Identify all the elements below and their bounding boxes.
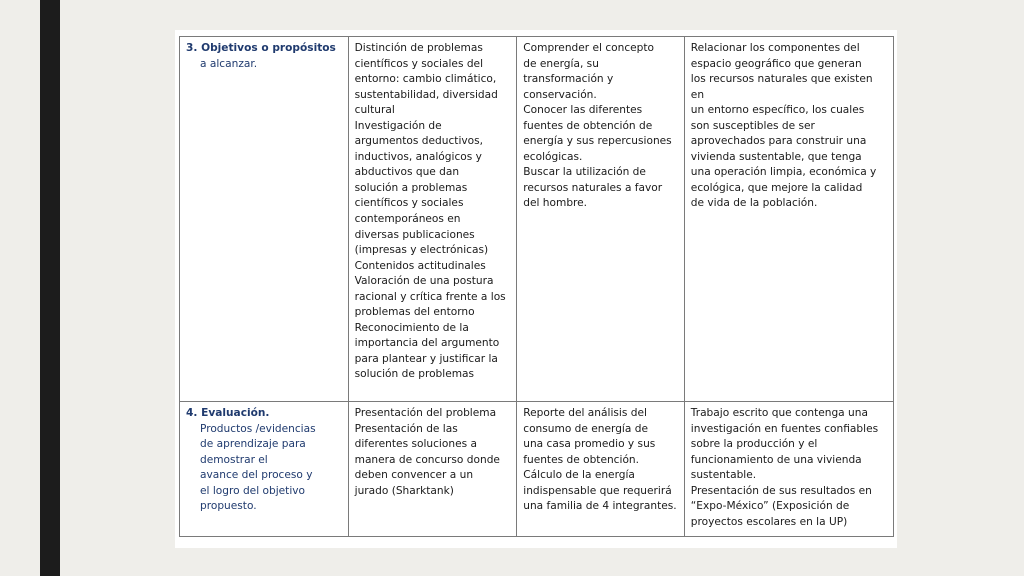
text-line: avance del proceso y	[200, 469, 313, 482]
section-title: 3. Objetivos o propósitos	[186, 42, 336, 54]
text-line: los recursos naturales que existen en	[690, 73, 873, 101]
text-line: sustentable.	[690, 469, 757, 482]
text-line: son susceptibles de ser	[690, 119, 815, 132]
text-line: consumo de energía de	[523, 422, 648, 435]
planning-table	[179, 36, 894, 537]
text-line: argumentos deductivos,	[354, 135, 484, 148]
text-line: Reporte del análisis del	[523, 407, 647, 419]
text-line: una casa promedio y sus	[523, 438, 656, 451]
row-heading-cell	[180, 402, 349, 537]
text-line: el logro del objetivo	[200, 484, 306, 497]
text-line: investigación en fuentes confiables	[690, 422, 879, 435]
text-line: deben convencer a un	[354, 469, 474, 482]
table-cell	[517, 402, 685, 537]
text-line: entorno: cambio climático,	[354, 73, 497, 86]
text-line: (impresas y electrónicas)	[354, 244, 489, 257]
text-line: ecológicas.	[523, 150, 583, 163]
text-line: Valoración de una postura	[354, 275, 494, 288]
table-row-evaluacion	[180, 402, 894, 537]
text-line: diversas publicaciones	[354, 228, 475, 241]
text-line: Investigación de	[354, 119, 442, 132]
text-line: científicos y sociales del	[354, 57, 484, 70]
text-line: importancia del argumento	[354, 337, 500, 350]
text-line: indispensable que requerirá	[523, 484, 672, 497]
text-line: del hombre.	[523, 197, 588, 210]
text-line: aprovechados para construir una	[690, 135, 867, 148]
text-line: Productos /evidencias	[200, 422, 316, 435]
text-line: Presentación de las	[354, 422, 458, 435]
text-line: un entorno específico, los cuales	[690, 104, 865, 117]
slide-left-accent-bar	[40, 0, 60, 576]
row-heading-cell	[180, 37, 349, 402]
table-row-objetivos	[180, 37, 894, 402]
text-line: contemporáneos en	[354, 213, 461, 226]
text-line: Presentación de sus resultados en	[690, 484, 872, 497]
text-line: Comprender el concepto	[523, 42, 655, 54]
text-line: proyectos escolares en la UP)	[690, 515, 848, 528]
text-line: ecológica, que mejore la calidad	[690, 181, 863, 194]
table-cell	[684, 37, 893, 402]
text-line: solución de problemas	[354, 368, 475, 381]
text-line: propuesto.	[200, 500, 257, 513]
table-cell	[348, 402, 517, 537]
text-line: conservación.	[523, 88, 597, 101]
text-line: Distinción de problemas	[354, 42, 483, 54]
text-line: sustentabilidad, diversidad	[354, 88, 498, 101]
text-line: fuentes de obtención.	[523, 453, 640, 466]
text-line: Contenidos actitudinales	[354, 259, 486, 272]
text-line: Cálculo de la energía	[523, 469, 635, 482]
section-subtitle-lines	[186, 422, 342, 515]
text-line: Presentación del problema	[354, 407, 497, 419]
table-cell	[684, 402, 893, 537]
text-line: “Expo-México” (Exposición de	[690, 500, 850, 513]
text-line: solución a problemas	[354, 181, 468, 194]
text-line: energía y sus repercusiones	[523, 135, 672, 148]
text-line: manera de concurso donde	[354, 453, 500, 466]
text-line: Conocer las diferentes	[523, 104, 643, 117]
table-cell	[348, 37, 517, 402]
text-line: Trabajo escrito que contenga una	[690, 407, 868, 419]
text-line: Buscar la utilización de	[523, 166, 646, 179]
text-line: transformación y	[523, 73, 614, 86]
table-cell	[517, 37, 685, 402]
section-title: 4. Evaluación.	[186, 407, 270, 419]
text-line: Relacionar los componentes del	[690, 42, 860, 54]
text-line: científicos y sociales	[354, 197, 464, 210]
section-subtitle: a alcanzar.	[200, 57, 258, 70]
text-line: demostrar el	[200, 453, 268, 466]
text-line: de aprendizaje para	[200, 438, 306, 451]
text-line: fuentes de obtención de	[523, 119, 653, 132]
text-line: de energía, su	[523, 57, 599, 70]
text-line: vivienda sustentable, que tenga	[690, 150, 862, 163]
text-line: abductivos que dan	[354, 166, 460, 179]
text-line: racional y crítica frente a los	[354, 290, 506, 303]
text-line: diferentes soluciones a	[354, 438, 477, 451]
text-line: problemas del entorno	[354, 306, 475, 319]
text-line: recursos naturales a favor	[523, 181, 663, 194]
text-line: de vida de la población.	[690, 197, 818, 210]
text-line: sobre la producción y el	[690, 438, 818, 451]
text-line: cultural	[354, 104, 395, 117]
text-line: una operación limpia, económica y	[690, 166, 877, 179]
text-line: funcionamiento de una vivienda	[690, 453, 862, 466]
text-line: inductivos, analógicos y	[354, 150, 482, 163]
text-line: jurado (Sharktank)	[354, 484, 454, 497]
text-line: Reconocimiento de la	[354, 321, 469, 334]
text-line: para plantear y justificar la	[354, 352, 498, 365]
text-line: una familia de 4 integrantes.	[523, 500, 677, 513]
text-line: espacio geográfico que generan	[690, 57, 862, 70]
